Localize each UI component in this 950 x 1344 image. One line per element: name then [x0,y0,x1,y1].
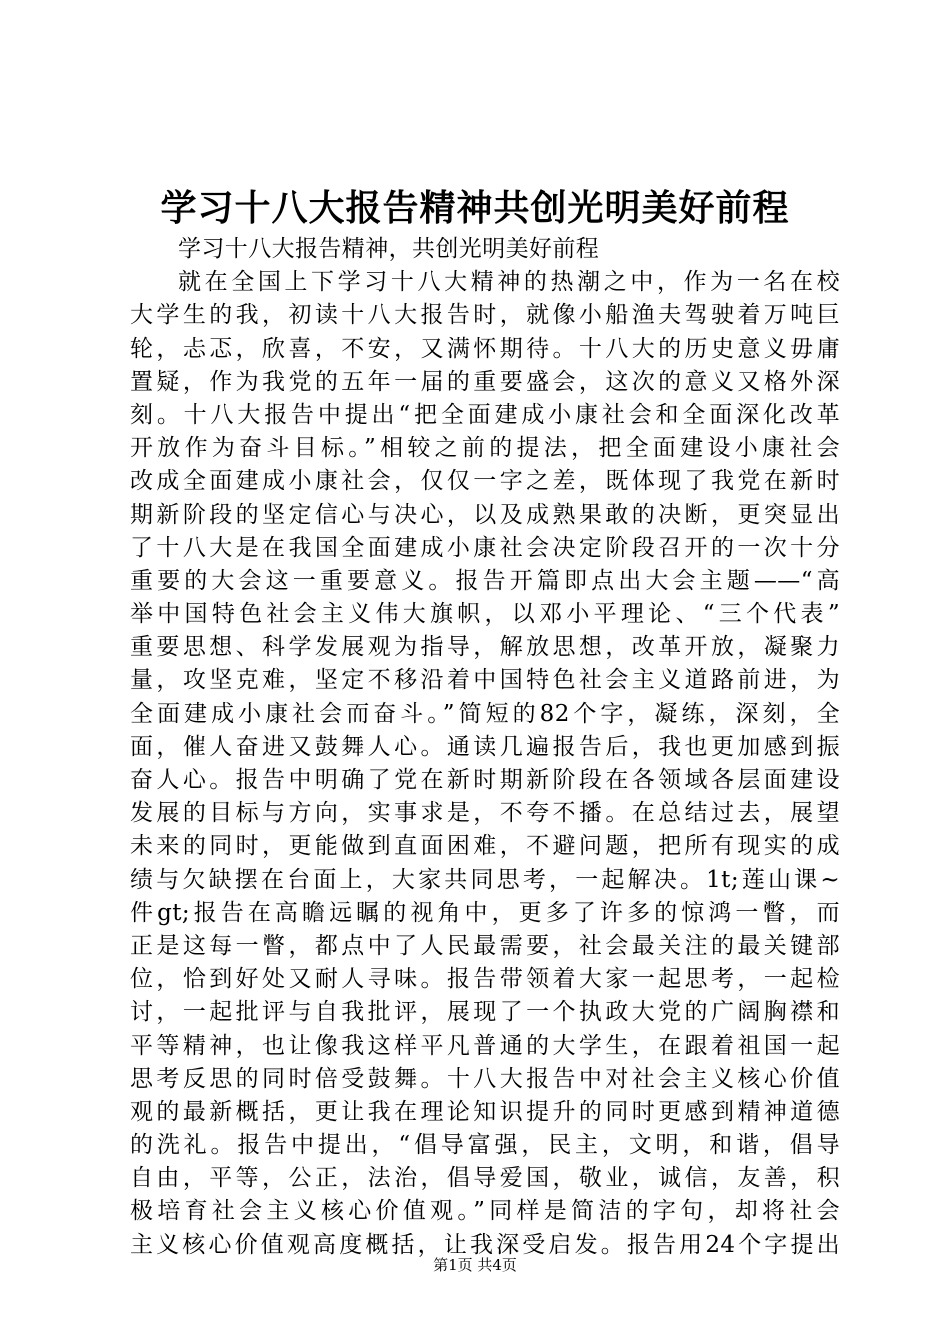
paragraph-line: 重要思想、科学发展观为指导，解放思想，改革开放，凝聚力 [130,634,840,661]
paragraph-line: 位，恰到好处又耐人寻味。报告带领着大家一起思考，一起检 [130,966,840,993]
paragraph-line: 观的最新概括，更让我在理论知识提升的同时更感到精神道德 [130,1098,840,1125]
paragraph-line: 开放作为奋斗目标。”相较之前的提法，把全面建设小康社会 [130,435,840,462]
paragraph-line: 的洗礼。报告中提出，“倡导富强，民主，文明，和谐，倡导 [130,1132,840,1159]
paragraph-line: 件gt;报告在高瞻远瞩的视角中，更多了许多的惊鸿一瞥，而 [130,899,840,926]
paragraph-line: 讨，一起批评与自我批评，展现了一个执政大党的广阔胸襟和 [130,999,840,1026]
paragraph-line: 重要的大会这一重要意义。报告开篇即点出大会主题——“高 [130,567,840,594]
paragraph-line: 改成全面建成小康社会，仅仅一字之差，既体现了我党在新时 [130,468,840,495]
paragraph-line: 主义核心价值观高度概括，让我深受启发。报告用24个字提出 [130,1231,840,1258]
paragraph-line: 面，催人奋进又鼓舞人心。通读几遍报告后，我也更加感到振 [130,733,840,760]
paragraph-line: 平等精神，也让像我这样平凡普通的大学生，在跟着祖国一起 [130,1032,840,1059]
paragraph-line: 自由，平等，公正，法治，倡导爱国，敬业，诚信，友善，积 [130,1165,840,1192]
paragraph-line: 绩与欠缺摆在台面上，大家共同思考，一起解决。1t;莲山课~ [130,866,840,893]
paragraph-line: 正是这每一瞥，都点中了人民最需要，社会最关注的最关键部 [130,932,840,959]
paragraph-line: 置疑，作为我党的五年一届的重要盛会，这次的意义又格外深 [130,368,840,395]
paragraph-line: 就在全国上下学习十八大精神的热潮之中，作为一名在校 [178,269,840,296]
paragraph-line: 量，攻坚克难，坚定不移沿着中国特色社会主义道路前进，为 [130,667,840,694]
document-title: 学习十八大报告精神共创光明美好前程 [160,188,790,229]
page-number-footer: 第1页 共4页 [433,1256,517,1274]
paragraph-line: 奋人心。报告中明确了党在新时期新阶段在各领域各层面建设 [130,767,840,793]
paragraph-line: 轮，忐忑，欣喜，不安，又满怀期待。十八大的历史意义毋庸 [130,335,840,362]
paragraph-line: 大学生的我，初读十八大报告时，就像小船渔夫驾驶着万吨巨 [130,302,840,329]
document-body [130,233,840,1262]
paragraph-line: 了十八大是在我国全面建成小康社会决定阶段召开的一次十分 [130,534,840,561]
paragraph-line: 极培育社会主义核心价值观。”同样是简洁的字句，却将社会 [130,1198,840,1225]
paragraph-line: 全面建成小康社会而奋斗。”简短的82个字，凝练，深刻，全 [130,700,840,727]
paragraph-line: 思考反思的同时倍受鼓舞。十八大报告中对社会主义核心价值 [130,1065,840,1092]
paragraph-line: 未来的同时，更能做到直面困难，不避问题，把所有现实的成 [130,833,840,860]
paragraph-line: 发展的目标与方向，实事求是，不夸不播。在总结过去，展望 [130,800,840,827]
subtitle-line: 学习十八大报告精神，共创光明美好前程 [178,236,600,262]
paragraph-line: 期新阶段的坚定信心与决心，以及成熟果敢的决断，更突显出 [130,501,840,528]
paragraph-line: 举中国特色社会主义伟大旗帜，以邓小平理论、“三个代表” [130,601,840,628]
paragraph-line: 刻。十八大报告中提出“把全面建成小康社会和全面深化改革 [130,401,840,428]
